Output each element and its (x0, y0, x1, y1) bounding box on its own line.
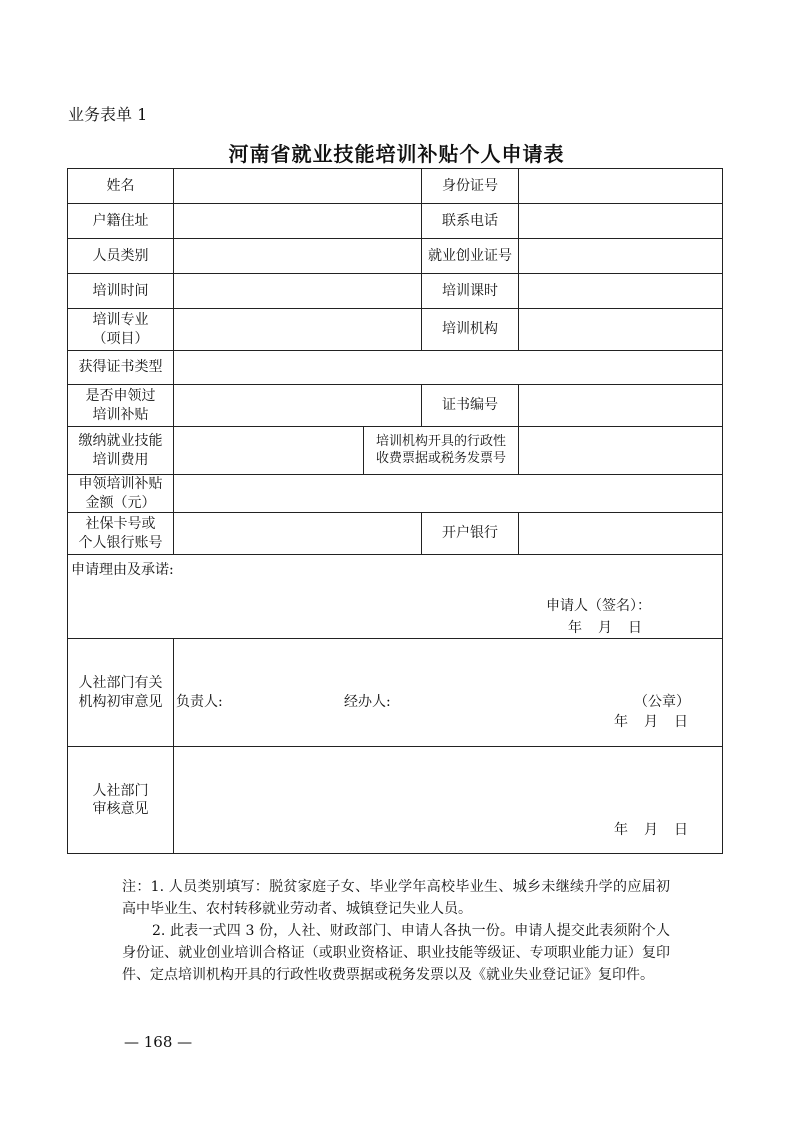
receipt-no-label: 培训机构开具的行政性 收费票据或税务发票号 (364, 427, 519, 475)
claimed-before-label: 是否申领过 培训补贴 (68, 385, 174, 427)
page-number: — 168 — (124, 1033, 193, 1051)
row-fee (68, 427, 723, 475)
final-review-label: 人社部门 审核意见 (68, 747, 174, 854)
responsible-person-label: 负责人: (176, 694, 223, 710)
cert-number-field[interactable] (519, 385, 723, 427)
training-institution-field[interactable] (519, 309, 723, 351)
official-seal-label: （公章） (634, 694, 690, 710)
training-institution-label: 培训机构 (422, 309, 519, 351)
person-category-field[interactable] (174, 239, 422, 274)
bank-name-field[interactable] (519, 513, 723, 555)
employment-cert-no-field[interactable] (519, 239, 723, 274)
bank-account-label: 社保卡号或 个人银行账号 (68, 513, 174, 555)
final-review-field[interactable] (174, 747, 723, 854)
reason-field[interactable] (68, 555, 723, 639)
bank-account-field[interactable] (174, 513, 422, 555)
cert-type-field[interactable] (174, 351, 723, 385)
id-number-field[interactable] (519, 169, 723, 204)
fee-paid-field[interactable] (174, 427, 364, 475)
note-2: 2. 此表一式四 3 份，人社、财政部门、申请人各执一份。申请人提交此表须附个人身份证、就业创业培训合格证（或职业资格证、职业技能等级证、专项职业能力证）复印件、定点培训机构开具的行政性收费票据或税务发票以及《就业失业登记证》复印件。 (122, 923, 670, 983)
row-final-review (68, 747, 723, 854)
applicant-signature-label: 申请人（签名）： (546, 598, 651, 614)
training-hours-field[interactable] (519, 274, 723, 309)
row-subsidy-amount (68, 475, 723, 513)
subsidy-amount-field[interactable] (174, 475, 723, 513)
person-category-label: 人员类别 (68, 239, 174, 274)
training-time-label: 培训时间 (68, 274, 174, 309)
name-label: 姓名 (68, 169, 174, 204)
row-cert-type (68, 351, 723, 385)
notes (122, 876, 670, 986)
row-training-time (68, 274, 723, 309)
training-hours-label: 培训课时 (422, 274, 519, 309)
bank-name-label: 开户银行 (422, 513, 519, 555)
id-number-label: 身份证号 (422, 169, 519, 204)
form-title: 河南省就业技能培训补贴个人申请表 (228, 142, 565, 166)
phone-label: 联系电话 (422, 204, 519, 239)
handler-label: 经办人: (344, 694, 391, 710)
form-code: 业务表单 1 (68, 105, 148, 124)
row-reason (68, 555, 723, 639)
phone-field[interactable] (519, 204, 723, 239)
household-address-field[interactable] (174, 204, 422, 239)
training-major-field[interactable] (174, 309, 422, 351)
row-claimed-before (68, 385, 723, 427)
row-category (68, 239, 723, 274)
initial-review-date: 年 月 日 (614, 714, 689, 730)
note-1: 注：1. 人员类别填写：脱贫家庭子女、毕业学年高校毕业生、城乡未继续升学的应届初高中毕业生、农村转移就业劳动者、城镇登记失业人员。 (122, 879, 670, 917)
subsidy-amount-label: 申领培训补贴 金额（元） (68, 475, 174, 513)
application-form-table (67, 168, 723, 854)
reason-title: 申请理由及承诺: (71, 562, 174, 578)
row-training-major (68, 309, 723, 351)
household-address-label: 户籍住址 (68, 204, 174, 239)
cert-type-label: 获得证书类型 (68, 351, 174, 385)
initial-review-field[interactable] (174, 639, 723, 747)
training-major-label: 培训专业 （项目） (68, 309, 174, 351)
claimed-before-field[interactable] (174, 385, 422, 427)
name-field[interactable] (174, 169, 422, 204)
employment-cert-no-label: 就业创业证号 (422, 239, 519, 274)
final-review-date: 年 月 日 (614, 822, 689, 838)
training-time-field[interactable] (174, 274, 422, 309)
fee-paid-label: 缴纳就业技能 培训费用 (68, 427, 174, 475)
applicant-date: 年 月 日 (568, 620, 643, 636)
row-bank (68, 513, 723, 555)
row-name (68, 169, 723, 204)
receipt-no-field[interactable] (519, 427, 723, 475)
row-address (68, 204, 723, 239)
initial-review-label: 人社部门有关 机构初审意见 (68, 639, 174, 747)
cert-number-label: 证书编号 (422, 385, 519, 427)
row-initial-review (68, 639, 723, 747)
